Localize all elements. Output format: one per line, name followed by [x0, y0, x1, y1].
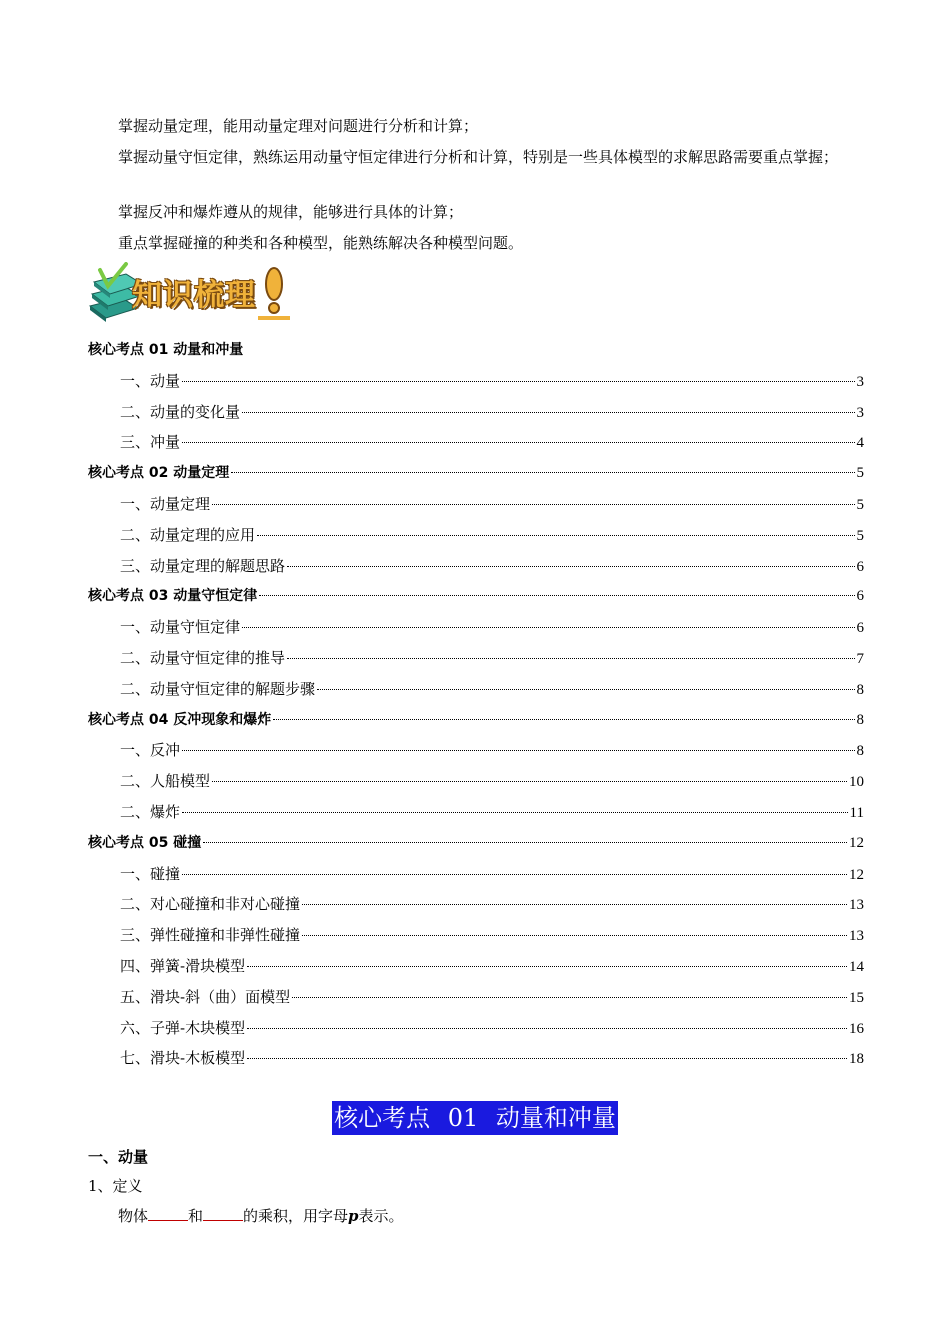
toc-leader-dots — [242, 411, 854, 413]
toc-page-number: 16 — [849, 1020, 864, 1037]
toc-leader-dots — [212, 503, 854, 505]
objective-2: 掌握动量守恒定律，熟练运用动量守恒定律进行分析和计算，特别是一些具体模型的求解思路需要重点掌握； — [118, 148, 839, 166]
toc-entry[interactable] — [88, 982, 864, 1013]
toc-entry[interactable] — [88, 520, 864, 551]
toc-entry-label: 三、弹性碰撞和非弹性碰撞 — [120, 926, 301, 945]
toc-entry[interactable] — [88, 674, 864, 705]
toc-entry-label: 一、动量 — [120, 371, 181, 390]
toc-entry-label: 四、弹簧-滑块模型 — [120, 956, 246, 975]
toc-page-number: 13 — [849, 897, 864, 914]
toc-entry-label: 二、动量的变化量 — [120, 402, 241, 421]
toc-leader-dots — [231, 471, 854, 473]
toc-page-number: 8 — [856, 743, 864, 760]
toc-entry[interactable] — [88, 828, 864, 859]
toc-leader-dots — [247, 1057, 847, 1059]
toc-leader-dots — [273, 718, 854, 720]
toc-page-number: 7 — [856, 650, 864, 667]
toc-entry[interactable] — [88, 766, 864, 797]
toc-page-number: 15 — [849, 989, 864, 1006]
toc-entry-label: 五、滑块-斜（曲）面模型 — [120, 987, 291, 1006]
toc-entry-label: 核心考点 05 碰撞 — [88, 834, 202, 851]
toc-entry[interactable] — [88, 797, 864, 828]
objective-1: 掌握动量定理，能用动量定理对问题进行分析和计算； — [118, 117, 479, 135]
section-banner: 核心考点 01 动量和冲量 — [332, 1101, 618, 1135]
toc-leader-dots — [302, 934, 847, 936]
toc-entry[interactable] — [88, 581, 864, 612]
toc-entry[interactable] — [88, 889, 864, 920]
sub-heading: 1、定义 — [88, 1177, 143, 1195]
toc-entry[interactable] — [88, 735, 864, 766]
objective-3: 掌握反冲和爆炸遵从的规律，能够进行具体的计算； — [118, 203, 464, 221]
definition-part1: 物体 — [118, 1207, 149, 1225]
toc-entry-label: 七、滑块-木板模型 — [120, 1049, 246, 1068]
toc-page-number: 3 — [856, 404, 864, 421]
toc-page-number: 5 — [856, 465, 864, 482]
toc-entry-label: 一、动量定理 — [120, 494, 211, 513]
toc-leader-dots — [203, 841, 847, 843]
toc-entry[interactable] — [88, 643, 864, 674]
toc-entry-label: 二、对心碰撞和非对心碰撞 — [120, 895, 301, 914]
toc-entry-label: 核心考点 03 动量守恒定律 — [88, 588, 258, 605]
toc-leader-dots — [182, 873, 847, 875]
toc-entry-label: 二、动量守恒定律的推导 — [120, 648, 286, 667]
exclamation-icon — [256, 262, 292, 324]
toc-entry[interactable] — [88, 551, 864, 582]
toc-entry-label: 一、动量守恒定律 — [120, 618, 241, 637]
toc-leader-dots — [259, 594, 854, 596]
section-heading: 一、动量 — [88, 1148, 149, 1166]
toc-leader-dots — [247, 1027, 847, 1029]
toc-entry-label: 三、冲量 — [120, 433, 181, 452]
definition-part4: 表示。 — [358, 1207, 404, 1225]
toc-entry[interactable] — [88, 458, 864, 489]
toc-leader-dots — [247, 965, 847, 967]
toc-entry[interactable] — [88, 335, 864, 366]
toc-entry[interactable] — [88, 427, 864, 458]
toc-page-number: 5 — [856, 527, 864, 544]
toc-entry-label: 二、爆炸 — [120, 802, 181, 821]
toc-leader-dots — [317, 688, 854, 690]
definition-part3: 的乘积，用字母 — [243, 1207, 349, 1225]
toc-leader-dots — [287, 657, 854, 659]
toc-entry[interactable] — [88, 366, 864, 397]
toc-leader-dots — [287, 565, 854, 567]
fill-blank-1[interactable] — [148, 1206, 188, 1221]
definition-paragraph — [118, 1204, 404, 1228]
toc-page-number: 8 — [856, 711, 864, 728]
toc-page-number: 8 — [856, 681, 864, 698]
section-banner-wrap — [0, 1101, 950, 1135]
toc-leader-dots — [302, 903, 847, 905]
fill-blank-2[interactable] — [203, 1206, 243, 1221]
toc-leader-dots — [242, 626, 854, 628]
toc-page-number: 3 — [856, 373, 864, 390]
table-of-contents — [88, 335, 864, 1074]
toc-leader-dots — [182, 811, 848, 813]
toc-page-number: 12 — [849, 866, 864, 883]
toc-entry[interactable] — [88, 705, 864, 736]
toc-leader-dots — [212, 780, 847, 782]
toc-page-number: 4 — [856, 435, 864, 452]
toc-leader-dots — [257, 534, 854, 536]
toc-page-number: 6 — [856, 620, 864, 637]
toc-entry-label: 一、反冲 — [120, 741, 181, 760]
logo-text: 知识梳理 — [132, 278, 256, 313]
toc-page-number: 14 — [849, 958, 864, 975]
toc-leader-dots — [182, 441, 854, 443]
toc-entry-label: 二、人船模型 — [120, 772, 211, 791]
toc-entry[interactable] — [88, 612, 864, 643]
toc-entry-label: 二、动量守恒定律的解题步骤 — [120, 679, 316, 698]
toc-entry-label: 核心考点 01 动量和冲量 — [88, 342, 244, 358]
toc-page-number: 11 — [849, 804, 864, 821]
toc-page-number: 6 — [856, 558, 864, 575]
toc-page-number: 5 — [856, 496, 864, 513]
toc-entry-label: 三、动量定理的解题思路 — [120, 556, 286, 575]
definition-part2: 和 — [188, 1207, 204, 1225]
toc-page-number: 6 — [856, 588, 864, 605]
toc-entry[interactable] — [88, 951, 864, 982]
toc-page-number: 18 — [849, 1051, 864, 1068]
toc-entry-label: 一、碰撞 — [120, 864, 181, 883]
toc-leader-dots — [292, 996, 847, 998]
momentum-symbol: p — [348, 1207, 359, 1225]
toc-page-number: 10 — [849, 774, 864, 791]
toc-page-number: 13 — [849, 928, 864, 945]
knowledge-logo — [86, 262, 296, 324]
toc-entry-label: 六、子弹-木块模型 — [120, 1018, 246, 1037]
toc-entry-label: 核心考点 04 反冲现象和爆炸 — [88, 711, 272, 728]
toc-entry[interactable] — [88, 1013, 864, 1044]
toc-entry[interactable] — [88, 1043, 864, 1074]
toc-leader-dots — [182, 380, 854, 382]
toc-entry[interactable] — [88, 397, 864, 428]
toc-entry[interactable] — [88, 859, 864, 890]
toc-leader-dots — [182, 749, 854, 751]
objective-4: 重点掌握碰撞的种类和各种模型，能熟练解决各种模型问题。 — [118, 234, 524, 252]
toc-entry[interactable] — [88, 489, 864, 520]
toc-page-number: 12 — [849, 834, 864, 851]
toc-entry-label: 核心考点 02 动量定理 — [88, 465, 230, 482]
toc-entry-label: 二、动量定理的应用 — [120, 525, 256, 544]
toc-entry[interactable] — [88, 920, 864, 951]
